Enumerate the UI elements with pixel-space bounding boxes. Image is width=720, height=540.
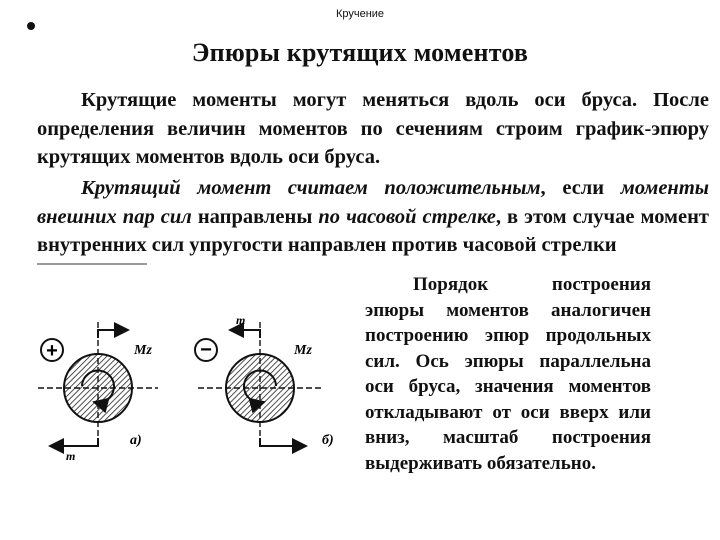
load-label-b: m	[236, 313, 246, 327]
cropped-line-remnant	[37, 263, 147, 269]
section-title: Эпюры крутящих моментов	[191, 38, 529, 67]
p2-connector-2: направлены	[191, 205, 319, 228]
header-title: Кручение	[335, 8, 385, 20]
moment-label-a: Mz	[134, 343, 152, 358]
p2-rest: , в этом случае момент внутренних сил упругости направлен против часовой стрелки	[37, 205, 709, 256]
moment-label-b: Mz	[294, 343, 312, 358]
clockwise-term: по часовой стрелке	[318, 205, 496, 228]
slide-bullet	[27, 22, 35, 30]
external-couples-term: моменты внешних пар сил	[37, 177, 709, 228]
paragraph-sign-convention	[37, 174, 709, 260]
caption-b: б)	[322, 433, 334, 448]
p2-connector-1: , если	[540, 177, 621, 199]
sign-plus: +	[46, 340, 58, 362]
torque-sign-diagram	[30, 308, 350, 468]
load-label-a: m	[66, 449, 76, 463]
paragraph1-text: Крутящие моменты могут меняться вдоль оси бруса. После определения величин моментов по сечениям строим график-эпюру крутящих моментов вдоль оси бруса.	[37, 89, 709, 168]
sign-minus: −	[200, 339, 212, 361]
caption-a: а)	[130, 433, 142, 448]
figure-b	[195, 313, 334, 448]
figure-a	[38, 322, 158, 463]
side-paragraph-text: Порядок построения эпюры моментов аналогичен построению эпюр продольных сил. Ось эпюры параллельна оси бруса, значения моментов откладывают от оси вверх или вниз, масштаб построения выдерживать обязательно.	[365, 274, 651, 474]
side-paragraph	[365, 272, 651, 476]
positive-moment-term: Крутящий момент считаем положительным	[81, 177, 541, 199]
paragraph-torque-variation	[37, 86, 709, 172]
